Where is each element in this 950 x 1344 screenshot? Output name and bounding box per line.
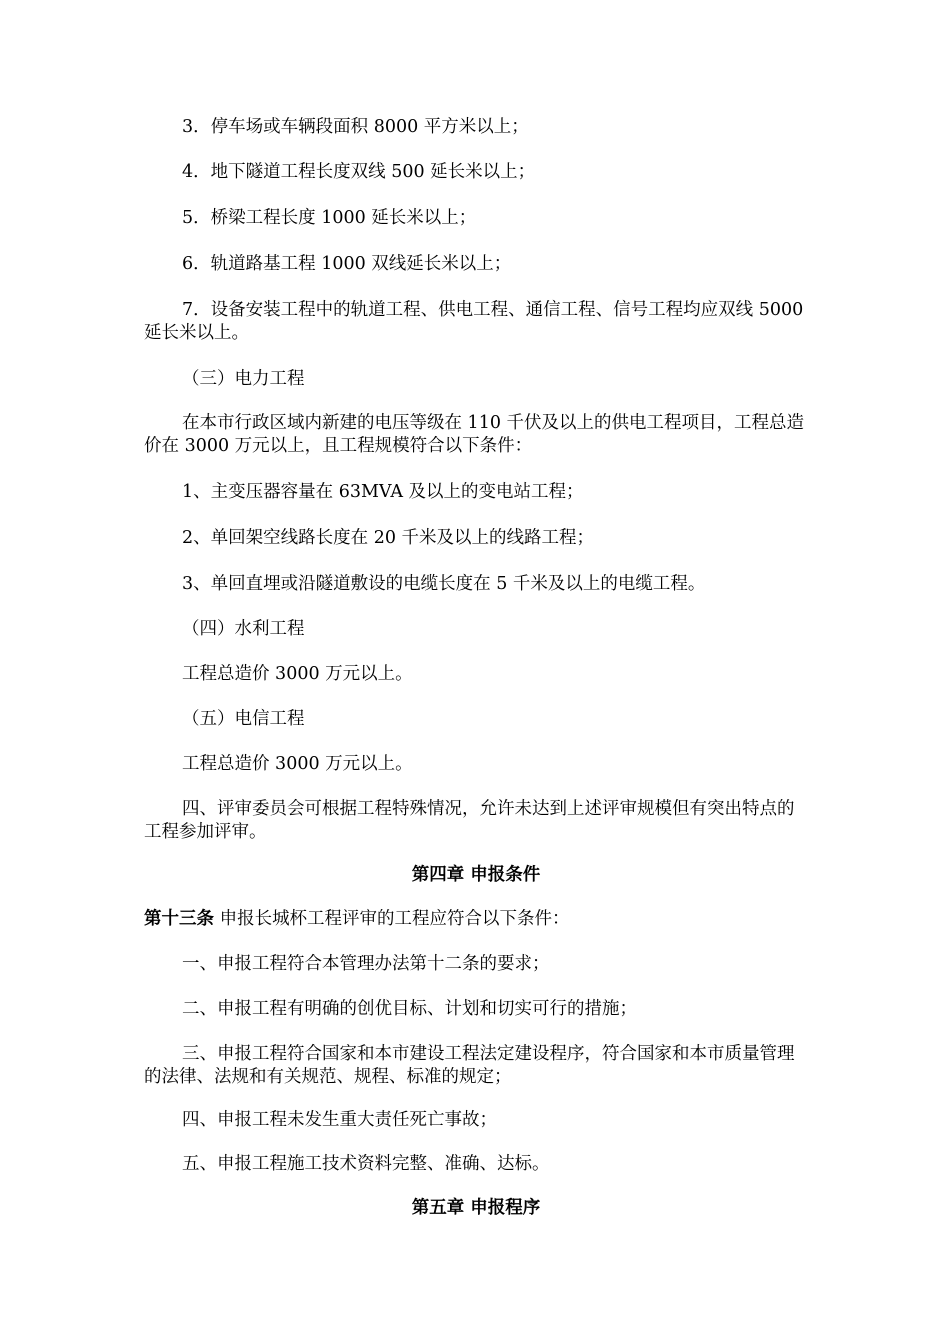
- condition-3: 三、申报工程符合国家和本市建设工程法定建设程序，符合国家和本市质量管理的法律、法规和有关规范、规程、标准的规定；: [144, 1044, 795, 1087]
- item-tunnel-length: 4．地下隧道工程长度双线 500 延长米以上；: [182, 162, 536, 182]
- power-item-cable: 3、单回直埋或沿隧道敷设的电缆长度在 5 千米及以上的电缆工程。: [182, 574, 706, 594]
- section-power-engineering: （三）电力工程: [182, 369, 305, 389]
- item-bridge-length: 5．桥梁工程长度 1000 延长米以上；: [182, 208, 477, 228]
- item-track-subgrade: 6．轨道路基工程 1000 双线延长米以上；: [182, 254, 512, 274]
- power-item-overhead-line: 2、单回架空线路长度在 20 千米及以上的线路工程；: [182, 528, 595, 548]
- article-13-text: 申报长城杯工程评审的工程应符合以下条件：: [214, 909, 570, 929]
- item-equipment-installation: 7．设备安装工程中的轨道工程、供电工程、通信工程、信号工程均应双线 5000 延长米以上。: [144, 300, 804, 343]
- condition-1: 一、申报工程符合本管理办法第十二条的要求；: [182, 954, 550, 974]
- chapter-5-heading: 第五章 申报程序: [411, 1198, 541, 1218]
- power-item-substation: 1、主变压器容量在 63MVA 及以上的变电站工程；: [182, 482, 584, 502]
- water-conservancy-cost: 工程总造价 3000 万元以上。: [182, 664, 413, 684]
- chapter-4-heading: 第四章 申报条件: [411, 865, 541, 885]
- section-telecom-engineering: （五）电信工程: [182, 709, 305, 729]
- section-water-conservancy: （四）水利工程: [182, 619, 305, 639]
- condition-4: 四、申报工程未发生重大责任死亡事故；: [182, 1110, 497, 1130]
- condition-5: 五、申报工程施工技术资料完整、准确、达标。: [182, 1154, 550, 1174]
- article-13: [144, 908, 808, 931]
- condition-2: 二、申报工程有明确的创优目标、计划和切实可行的措施；: [182, 999, 637, 1019]
- special-case-clause: 四、评审委员会可根据工程特殊情况，允许未达到上述评审规模但有突出特点的工程参加评审。: [144, 799, 795, 842]
- article-13-number: 第十三条: [144, 909, 214, 929]
- power-engineering-intro: 在本市行政区域内新建的电压等级在 110 千伏及以上的供电工程项目，工程总造价在 3000 万元以上，且工程规模符合以下条件：: [144, 413, 805, 456]
- item-parking-area: 3．停车场或车辆段面积 8000 平方米以上；: [182, 117, 529, 137]
- telecom-engineering-cost: 工程总造价 3000 万元以上。: [182, 754, 413, 774]
